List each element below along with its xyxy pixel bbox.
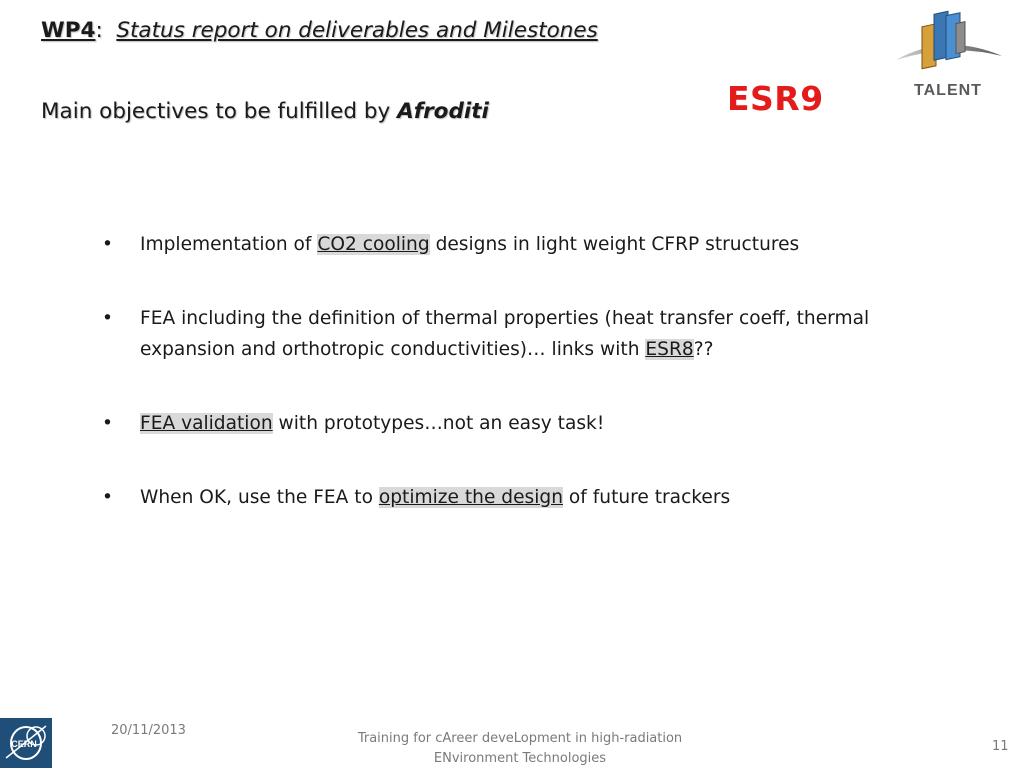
bullet-highlight: CO2 cooling bbox=[317, 234, 430, 255]
bullet-highlight: FEA validation bbox=[140, 413, 273, 434]
bullet-item bbox=[102, 303, 902, 365]
footer-line-2: ENvironment Technologies bbox=[433, 751, 607, 766]
bullet-item bbox=[102, 408, 902, 439]
talent-logo-text: TALENT bbox=[914, 82, 982, 99]
bullet-dot: • bbox=[102, 487, 113, 508]
cern-logo bbox=[0, 718, 52, 768]
title-separator: : bbox=[95, 18, 103, 43]
slide-subtitle bbox=[41, 99, 489, 124]
bullet-pre: When OK, use the FEA to bbox=[140, 487, 379, 508]
bullet-dot: • bbox=[102, 234, 113, 255]
footer-text bbox=[330, 729, 710, 769]
bullet-highlight: optimize the design bbox=[378, 487, 563, 508]
talent-logo bbox=[888, 10, 1004, 100]
esr-tag: ESR9 bbox=[727, 79, 824, 118]
bullet-pre: Implementation of bbox=[140, 234, 318, 255]
cern-logo-text: CERN bbox=[11, 739, 37, 749]
slide-title bbox=[41, 18, 598, 43]
footer-line-1: Training for cAreer deveLopment in high-radiation bbox=[357, 731, 683, 746]
bullet-highlight: ESR8 bbox=[645, 339, 694, 360]
bullet-list bbox=[102, 229, 902, 556]
bullet-pre: FEA including the definition of thermal properties (heat transfer coeff, thermal expansion and orthotropic conductivities)… links with bbox=[140, 308, 870, 360]
subtitle-text: Main objectives to be fulfilled by bbox=[41, 99, 398, 124]
bullet-dot: • bbox=[102, 413, 113, 434]
bullet-post: ?? bbox=[693, 339, 714, 360]
bullet-post: designs in light weight CFRP structures bbox=[429, 234, 800, 255]
subtitle-name: Afroditi bbox=[397, 99, 489, 124]
bullet-post: of future trackers bbox=[563, 487, 731, 508]
page-number: 11 bbox=[992, 739, 1009, 754]
bullet-dot: • bbox=[102, 308, 113, 329]
bullet-item bbox=[102, 482, 902, 513]
footer-date: 20/11/2013 bbox=[111, 723, 186, 738]
title-text: Status report on deliverables and Milestones bbox=[116, 18, 598, 43]
bullet-post: with prototypes…not an easy task! bbox=[272, 413, 605, 434]
bullet-item bbox=[102, 229, 902, 260]
title-prefix: WP4 bbox=[41, 18, 96, 43]
